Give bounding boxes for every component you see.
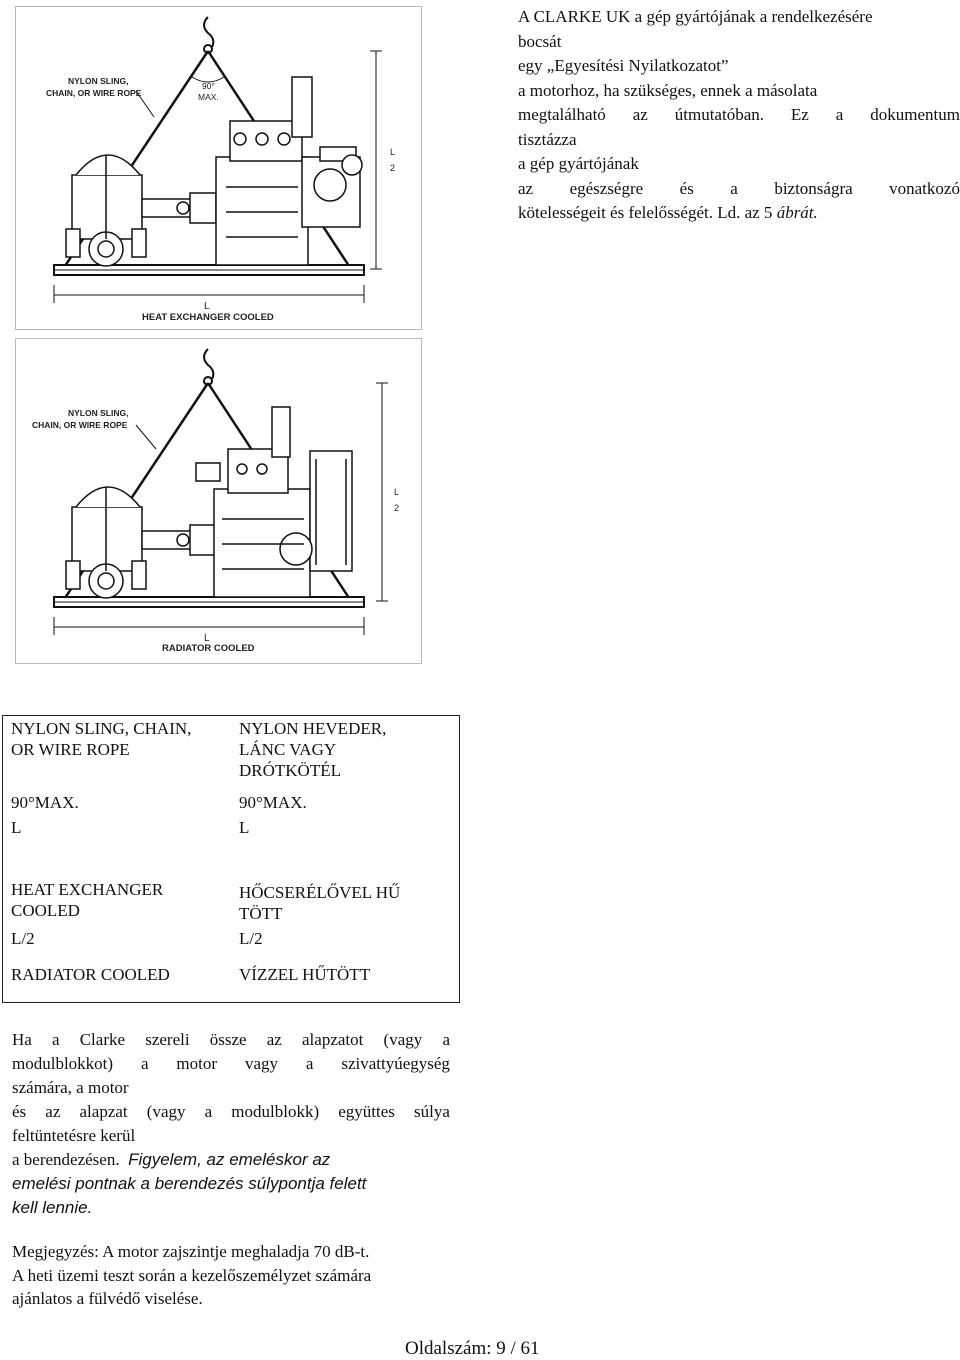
- notice-line: és az alapzat (vagy a modulblokk) együttes súlya: [12, 1102, 450, 1121]
- english-term: L/2: [11, 928, 35, 948]
- english-term: HEAT EXCHANGER COOLED: [11, 879, 164, 920]
- half-length-label: L: [394, 487, 400, 497]
- intro-line: tisztázza: [518, 129, 577, 149]
- warning-text: Figyelem, az emeléskor az: [128, 1150, 331, 1169]
- table-row: [3, 877, 460, 926]
- hungarian-term: L: [239, 817, 250, 837]
- heat-exchanger-drawing: [16, 7, 421, 329]
- sling-label: CHAIN, OR WIRE ROPE: [46, 88, 142, 98]
- translation-table: [2, 715, 460, 1003]
- sling-label: CHAIN, OR WIRE ROPE: [32, 420, 128, 430]
- lifting-diagram-radiator: [15, 338, 422, 664]
- intro-line: megtalálható az útmutatóban. Ez a dokumentum: [518, 105, 960, 124]
- figure-caption: RADIATOR COOLED: [162, 643, 255, 654]
- notice-line: feltüntetésre kerül: [12, 1126, 136, 1145]
- table-row: [3, 962, 460, 1003]
- warning-text: kell lennie.: [12, 1198, 93, 1217]
- note-line: A heti üzemi teszt során a kezelőszemélyzet számára: [12, 1265, 372, 1285]
- english-term: RADIATOR COOLED: [11, 964, 170, 984]
- intro-line: A CLARKE UK a gép gyártójának a rendelkezésére: [518, 7, 873, 26]
- intro-line: az egészségre és a biztonságra vonatkozó: [518, 178, 960, 198]
- english-term: L: [11, 817, 22, 837]
- length-label: L: [204, 633, 210, 644]
- hungarian-term: 90°MAX.: [239, 792, 307, 812]
- declaration-paragraph: [518, 5, 960, 226]
- notice-line: Ha a Clarke szereli össze az alapzatot (vagy a: [12, 1030, 450, 1049]
- table-row: [3, 716, 460, 790]
- english-term: 90°MAX.: [11, 792, 79, 812]
- half-length-label: 2: [390, 163, 396, 173]
- table-row: [3, 815, 460, 877]
- noise-note: [12, 1240, 462, 1311]
- length-label: L: [204, 301, 210, 312]
- hungarian-term: VÍZZEL HŰTÖTT: [239, 964, 371, 984]
- english-term: NYLON SLING, CHAIN, OR WIRE ROPE: [11, 719, 192, 759]
- page-number: Oldalszám: 9 / 61: [405, 1338, 540, 1359]
- half-length-label: L: [390, 147, 396, 157]
- lifting-diagram-heat-exchanger: [15, 6, 422, 330]
- figure-caption: HEAT EXCHANGER COOLED: [142, 312, 274, 323]
- sling-label: NYLON SLING,: [68, 408, 129, 418]
- sling-label: NYLON SLING,: [68, 76, 129, 86]
- notice-line: számára, a motor: [12, 1078, 129, 1097]
- table-row: [3, 790, 460, 815]
- hungarian-term: HŐCSERÉLŐVEL HŰ TÖTT: [239, 882, 401, 923]
- intro-line: bocsát: [518, 31, 562, 51]
- note-line: Megjegyzés: A motor zajszintje meghaladja 70 dB-t.: [12, 1242, 370, 1261]
- intro-line: a gép gyártójának: [518, 154, 639, 173]
- hungarian-term: NYLON HEVEDER, LÁNC VAGY DRÓTKÖTÉL: [239, 719, 387, 780]
- intro-line: kötelességeit és felelősségét. Ld. az 5 ábrát.: [518, 203, 818, 222]
- table-row: [3, 926, 460, 962]
- angle-label: MAX.: [198, 92, 219, 102]
- figure-reference: ábrát.: [776, 203, 818, 222]
- notice-line: a berendezésen. Figyelem, az emeléskor az: [12, 1150, 331, 1169]
- intro-line: egy „Egyesítési Nyilatkozatot”: [518, 56, 729, 75]
- intro-line: a motorhoz, ha szükséges, ennek a másolata: [518, 80, 818, 100]
- notice-line: modulblokkot) a motor vagy a szivattyúegység: [12, 1054, 450, 1073]
- angle-label: 90°: [202, 81, 215, 91]
- half-length-label: 2: [394, 503, 400, 513]
- hungarian-term: L/2: [239, 928, 263, 948]
- warning-text: emelési pontnak a berendezés súlypontja felett: [12, 1174, 367, 1193]
- note-line: ajánlatos a fülvédő viselése.: [12, 1289, 203, 1308]
- radiator-drawing: [16, 339, 421, 663]
- weight-notice-paragraph: [12, 1028, 450, 1220]
